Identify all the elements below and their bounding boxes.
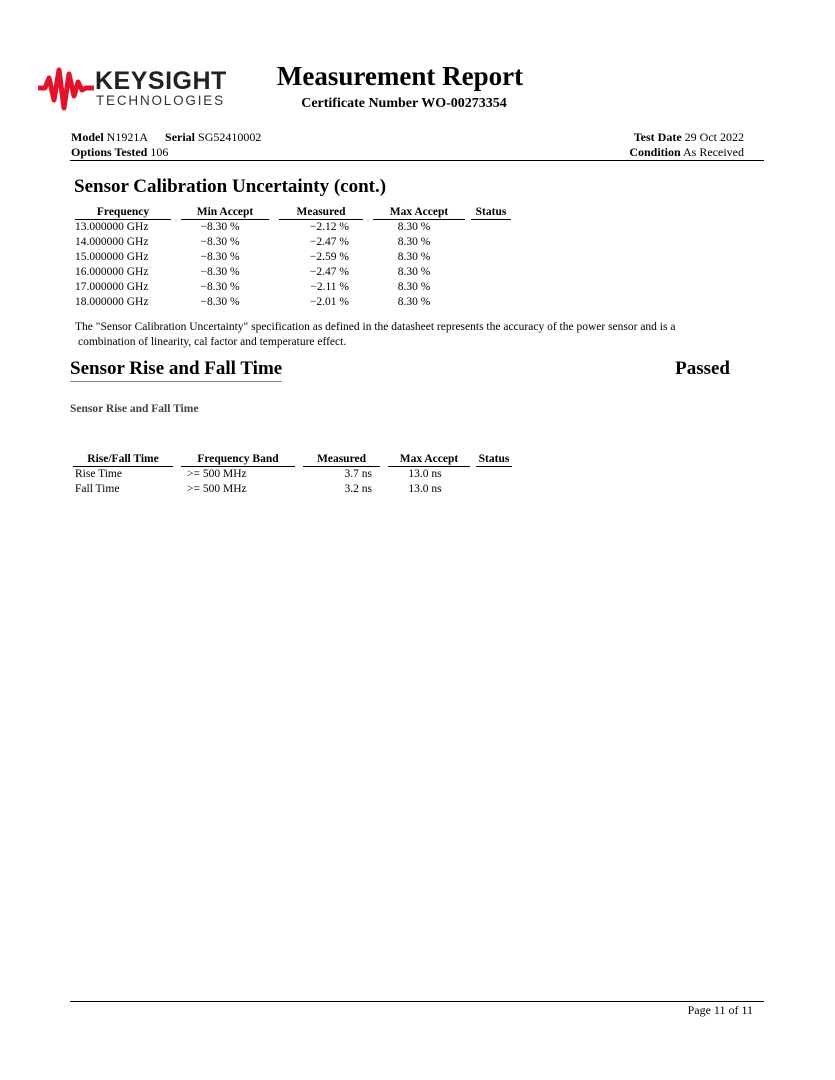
cell-status <box>465 235 511 250</box>
cell-measured: −2.01 % <box>309 296 349 308</box>
cell-rise-fall-time: Fall Time <box>75 483 120 495</box>
cell-measured: −2.11 % <box>310 281 349 293</box>
note-line: combination of linearity, cal factor and temperature effect. <box>78 336 347 348</box>
cell-status <box>470 482 512 497</box>
cell-frequency-band: >= 500 MHz <box>187 468 247 480</box>
cell-min-accept: −8.30 % <box>200 281 240 293</box>
cell-max-accept: 8.30 % <box>397 251 431 263</box>
logo-subtitle: TECHNOLOGIES <box>96 93 225 108</box>
cell-max-accept: 13.0 ns <box>408 483 442 495</box>
cell-max-accept: 8.30 % <box>397 281 431 293</box>
col-rise-fall-time: Rise/Fall Time <box>73 453 173 467</box>
cell-frequency: 17.000000 GHz <box>75 281 149 293</box>
cell-frequency: 15.000000 GHz <box>75 251 149 263</box>
header-divider <box>70 160 764 161</box>
table-row <box>73 482 512 497</box>
cell-max-accept: 8.30 % <box>397 221 431 233</box>
cell-max-accept: 8.30 % <box>397 266 431 278</box>
cell-measured: −2.47 % <box>309 266 349 278</box>
col-frequency: Frequency <box>75 206 171 220</box>
cell-measured: −2.12 % <box>309 221 349 233</box>
cell-max-accept: 13.0 ns <box>408 468 442 480</box>
cell-measured: 3.2 ns <box>344 483 372 495</box>
col-status: Status <box>471 206 511 220</box>
cell-min-accept: −8.30 % <box>200 221 240 233</box>
col-max-accept: Max Accept <box>373 206 465 220</box>
rise-fall-table <box>73 452 512 497</box>
cell-rise-fall-time: Rise Time <box>75 468 122 480</box>
cell-min-accept: −8.30 % <box>200 296 240 308</box>
condition-label: Condition <box>629 145 681 159</box>
model-label: Model <box>71 130 104 144</box>
cell-status <box>465 220 511 235</box>
col-measured: Measured <box>279 206 363 220</box>
col-max-accept: Max Accept <box>388 453 470 467</box>
meta-right <box>560 130 744 160</box>
cell-status <box>465 250 511 265</box>
test-date-value: 29 Oct 2022 <box>684 130 744 144</box>
table-header-row <box>73 452 512 467</box>
cell-min-accept: −8.30 % <box>200 266 240 278</box>
calibration-note <box>75 320 755 350</box>
cell-min-accept: −8.30 % <box>200 251 240 263</box>
certificate-number: Certificate Number WO-00273354 <box>301 96 507 111</box>
cell-frequency-band: >= 500 MHz <box>187 483 247 495</box>
cell-frequency: 13.000000 GHz <box>75 221 149 233</box>
cell-status <box>465 265 511 280</box>
test-date-label: Test Date <box>633 130 682 144</box>
cell-status <box>465 295 511 310</box>
table-row <box>73 467 512 482</box>
calibration-table <box>75 205 511 310</box>
note-line: The "Sensor Calibration Uncertainty" specification as defined in the datasheet represents the accuracy of the power sensor and is a <box>75 321 676 333</box>
cell-frequency: 14.000000 GHz <box>75 236 149 248</box>
cell-frequency: 18.000000 GHz <box>75 296 149 308</box>
cell-min-accept: −8.30 % <box>200 236 240 248</box>
table-header-row <box>75 205 511 220</box>
col-frequency-band: Frequency Band <box>181 453 295 467</box>
keysight-logo <box>38 66 227 112</box>
keysight-wave-icon <box>38 66 94 112</box>
calibration-heading: Sensor Calibration Uncertainty (cont.) <box>74 176 387 197</box>
col-measured: Measured <box>303 453 380 467</box>
options-label: Options Tested <box>71 145 148 159</box>
page-number: Page 11 of 11 <box>687 1003 753 1017</box>
result-status: Passed <box>675 358 730 379</box>
cell-max-accept: 8.30 % <box>397 296 431 308</box>
options-value: 106 <box>150 145 169 159</box>
footer-divider <box>70 1001 764 1002</box>
table-row <box>75 265 511 280</box>
cell-measured: −2.59 % <box>309 251 349 263</box>
condition-value: As Received <box>683 145 744 159</box>
cell-frequency: 16.000000 GHz <box>75 266 149 278</box>
col-min-accept: Min Accept <box>181 206 269 220</box>
rise-fall-subheading: Sensor Rise and Fall Time <box>70 403 199 415</box>
table-row <box>75 220 511 235</box>
table-row <box>75 280 511 295</box>
meta-left <box>71 130 261 160</box>
table-row <box>75 250 511 265</box>
logo-wordmark: KEYSIGHT <box>95 67 227 95</box>
table-row <box>75 235 511 250</box>
rise-fall-heading: Sensor Rise and Fall Time <box>70 358 282 382</box>
cell-status <box>465 280 511 295</box>
serial-value: SG52410002 <box>198 130 262 144</box>
cell-status <box>470 467 512 482</box>
report-title: Measurement Report <box>276 61 524 91</box>
cell-measured: −2.47 % <box>309 236 349 248</box>
model-value: N1921A <box>106 130 149 144</box>
col-status: Status <box>476 453 512 467</box>
cell-max-accept: 8.30 % <box>397 236 431 248</box>
table-row <box>75 295 511 310</box>
cell-measured: 3.7 ns <box>344 468 372 480</box>
serial-label: Serial <box>165 130 196 144</box>
